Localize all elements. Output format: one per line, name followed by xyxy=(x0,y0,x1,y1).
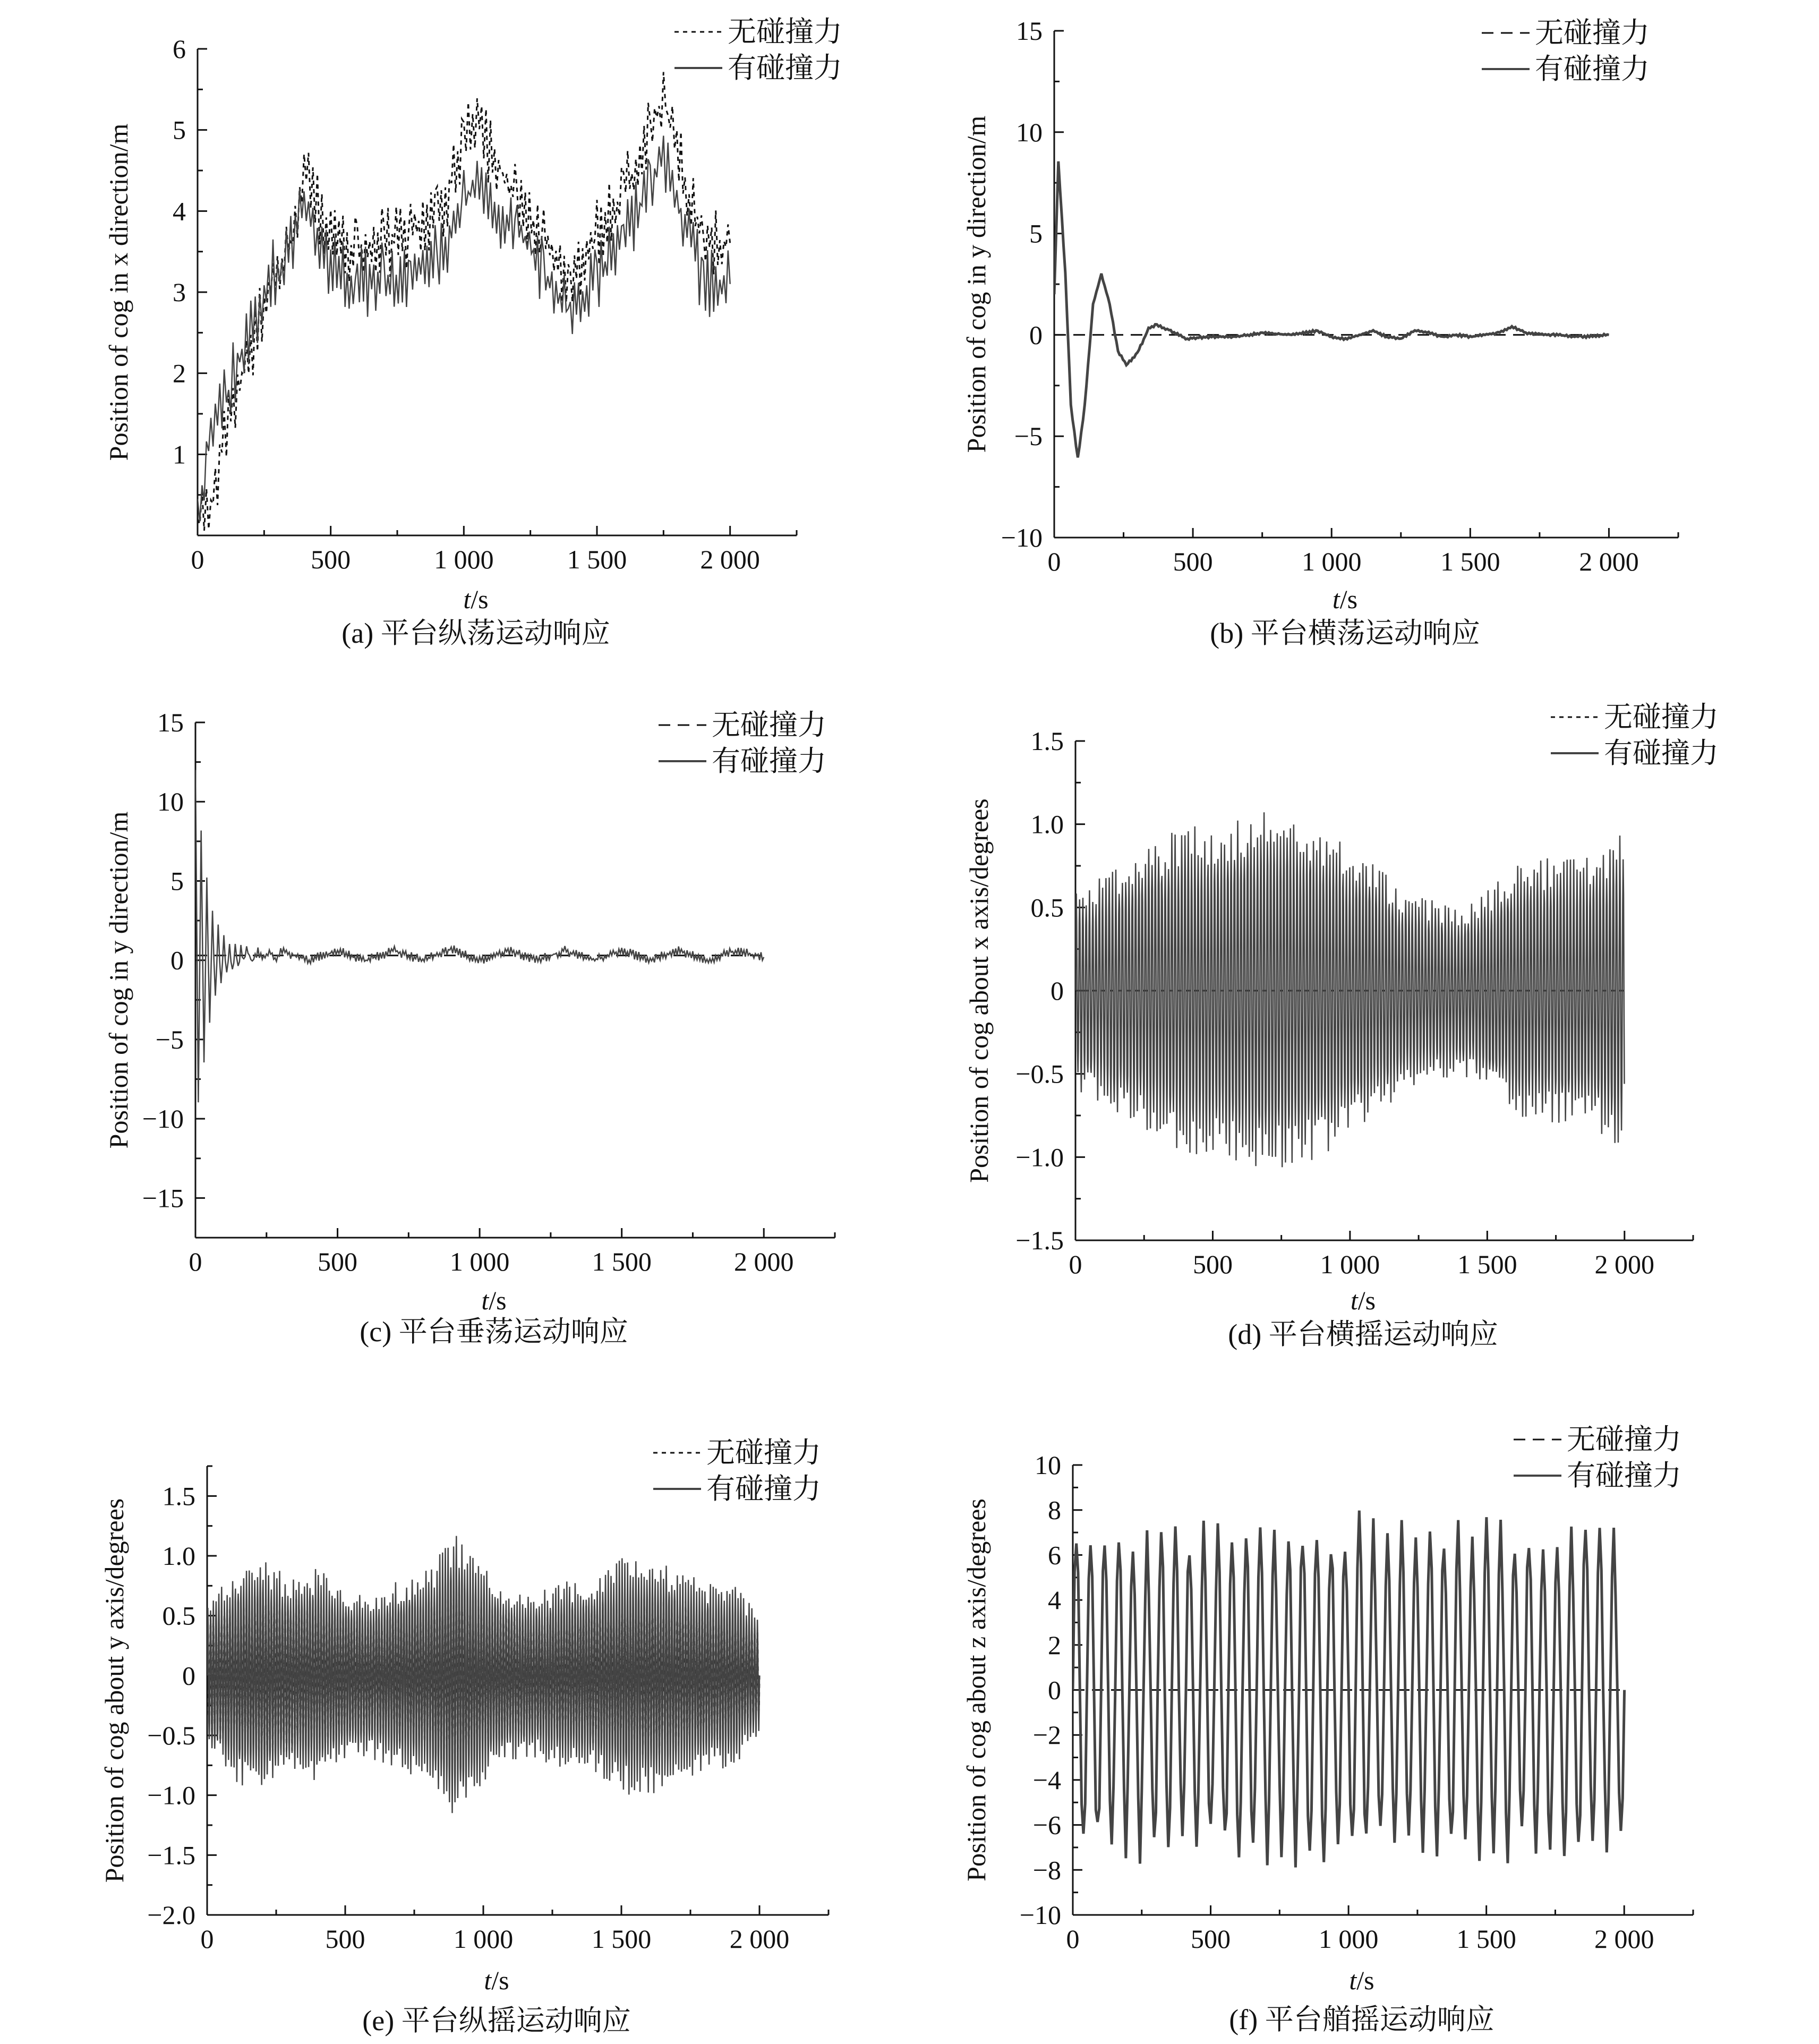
x-tick-label: 2 000 xyxy=(1594,1924,1654,1954)
legend-entry: 有碰撞力 xyxy=(1567,1460,1681,1492)
y-tick-label: 0 xyxy=(170,945,184,975)
y-axis-label: Position of cog in y direction/m xyxy=(104,811,133,1149)
chart-panel-d xyxy=(964,701,1719,1350)
panel-caption: (d) 平台横摇运动响应 xyxy=(1228,1318,1498,1350)
y-tick-label: 1.5 xyxy=(162,1481,195,1511)
x-tick-label: 1 500 xyxy=(1440,547,1500,576)
x-axis-label xyxy=(463,584,488,614)
y-tick-label: 1.5 xyxy=(1030,726,1064,756)
y-tick-label: 0 xyxy=(1029,320,1043,350)
y-tick-label: 4 xyxy=(173,196,186,226)
y-tick-label: −10 xyxy=(142,1104,184,1134)
x-axis-label-unit: /s xyxy=(491,1965,509,1995)
legend-entry: 有碰撞力 xyxy=(1604,737,1719,769)
x-tick-label: 0 xyxy=(1066,1924,1080,1954)
x-tick-label: 0 xyxy=(189,1247,202,1276)
y-axis-label: Position of cog about x axis/degrees xyxy=(964,798,994,1183)
x-axis-label-unit: /s xyxy=(1339,584,1358,614)
panel-caption: (f) 平台艏摇运动响应 xyxy=(1229,2004,1495,2036)
legend-entry: 无碰撞力 xyxy=(728,16,842,48)
series-line-2 xyxy=(195,770,764,1103)
y-tick-label: −2 xyxy=(1032,1720,1061,1750)
y-tick-label: −1.5 xyxy=(147,1840,195,1870)
x-tick-label: 2 000 xyxy=(1579,547,1639,576)
y-tick-label: 3 xyxy=(173,277,186,307)
x-axis-label-unit: /s xyxy=(471,584,489,614)
y-tick-label: −8 xyxy=(1032,1855,1061,1885)
y-tick-label: −1.0 xyxy=(1015,1142,1064,1172)
x-tick-label: 2 000 xyxy=(1594,1249,1655,1279)
y-tick-label: 6 xyxy=(1048,1540,1061,1570)
y-tick-label: 2 xyxy=(173,358,186,388)
y-axis-label: Position of cog about y axis/degrees xyxy=(99,1498,129,1883)
x-tick-label: 500 xyxy=(1173,547,1213,576)
x-axis-label-var: t xyxy=(481,1285,489,1315)
x-axis-label-unit: /s xyxy=(1356,1965,1374,1995)
y-tick-label: −2.0 xyxy=(147,1900,195,1930)
y-tick-label: 1.0 xyxy=(1030,809,1064,839)
x-tick-label: 2 000 xyxy=(700,544,760,574)
x-tick-label: 500 xyxy=(1191,1924,1231,1954)
x-tick-label: 0 xyxy=(191,544,204,574)
x-tick-label: 1 000 xyxy=(1320,1249,1380,1279)
y-tick-label: 0 xyxy=(1051,976,1064,1006)
x-axis-label-var: t xyxy=(1332,584,1340,614)
x-axis-label xyxy=(481,1285,506,1315)
legend-entry: 有碰撞力 xyxy=(706,1473,821,1505)
series-line-2 xyxy=(1054,161,1609,458)
y-tick-label: 10 xyxy=(157,787,184,817)
y-tick-label: 15 xyxy=(157,708,184,737)
x-axis-label-var: t xyxy=(1350,1285,1358,1315)
y-tick-label: −4 xyxy=(1032,1765,1061,1795)
panel-caption: (e) 平台纵摇运动响应 xyxy=(362,2005,631,2037)
y-axis-label: Position of cog in x direction/m xyxy=(104,123,133,461)
x-axis-label-unit: /s xyxy=(1357,1285,1376,1315)
chart-panel-f xyxy=(961,1424,1693,2036)
x-axis-label xyxy=(1349,1965,1374,1995)
y-tick-label: −1.5 xyxy=(1015,1225,1064,1255)
y-tick-label: 15 xyxy=(1016,16,1043,46)
series-line-1 xyxy=(198,72,730,531)
x-tick-label: 1 500 xyxy=(567,544,627,574)
x-tick-label: 1 000 xyxy=(453,1924,514,1954)
panel-caption: (c) 平台垂荡运动响应 xyxy=(360,1316,628,1348)
x-tick-label: 500 xyxy=(1192,1249,1233,1279)
legend-entry: 无碰撞力 xyxy=(1535,17,1650,49)
chart-panel-a xyxy=(104,16,842,649)
y-tick-label: −6 xyxy=(1032,1810,1061,1840)
x-tick-label: 1 000 xyxy=(1318,1924,1379,1954)
x-axis-label xyxy=(1351,1285,1376,1315)
x-tick-label: 1 500 xyxy=(592,1247,652,1276)
legend-entry: 有碰撞力 xyxy=(1535,53,1650,85)
legend-entry: 无碰撞力 xyxy=(1567,1424,1681,1455)
x-tick-label: 0 xyxy=(1047,547,1061,576)
y-axis-label: Position of cog about z axis/degrees xyxy=(961,1498,991,1881)
series-line-2 xyxy=(207,1536,759,1813)
x-tick-label: 500 xyxy=(318,1247,358,1276)
y-tick-label: 5 xyxy=(1029,218,1043,249)
series-line-2 xyxy=(1075,812,1625,1167)
y-tick-label: 5 xyxy=(173,115,186,145)
x-axis-label-var: t xyxy=(1349,1965,1357,1995)
plots-group xyxy=(99,16,1719,2037)
chart-panel-e xyxy=(99,1437,829,2037)
y-tick-label: −15 xyxy=(142,1183,184,1213)
y-tick-label: 2 xyxy=(1048,1630,1061,1660)
y-tick-label: −10 xyxy=(1019,1900,1061,1930)
x-tick-label: 2 000 xyxy=(733,1247,794,1276)
x-tick-label: 1 500 xyxy=(1456,1924,1516,1954)
y-tick-label: 4 xyxy=(1048,1585,1061,1615)
x-axis-label xyxy=(484,1965,509,1995)
chart-panel-c xyxy=(104,708,835,1348)
x-tick-label: 2 000 xyxy=(729,1924,790,1954)
y-axis-label: Position of cog in y direction/m xyxy=(961,115,991,453)
y-tick-label: −5 xyxy=(155,1024,184,1054)
x-tick-label: 1 500 xyxy=(591,1924,652,1954)
x-tick-label: 500 xyxy=(311,544,351,574)
x-tick-label: 1 000 xyxy=(1301,547,1362,576)
series-line-2 xyxy=(1073,1511,1625,1868)
y-tick-label: −10 xyxy=(1001,523,1043,552)
x-tick-label: 1 000 xyxy=(449,1247,510,1276)
x-tick-label: 1 000 xyxy=(434,544,494,574)
y-tick-label: −0.5 xyxy=(1015,1059,1064,1089)
y-tick-label: 6 xyxy=(173,34,186,64)
x-tick-label: 1 500 xyxy=(1457,1249,1517,1279)
y-tick-label: 10 xyxy=(1016,117,1043,147)
legend-entry: 无碰撞力 xyxy=(712,709,826,741)
panel-caption: (b) 平台横荡运动响应 xyxy=(1210,617,1480,649)
chart-panel-b xyxy=(961,16,1678,649)
y-tick-label: 8 xyxy=(1048,1495,1061,1525)
legend-entry: 无碰撞力 xyxy=(706,1437,821,1469)
y-tick-label: −1.0 xyxy=(147,1780,195,1810)
panel-caption: (a) 平台纵荡运动响应 xyxy=(341,617,610,649)
x-tick-label: 500 xyxy=(325,1924,365,1954)
y-tick-label: 0 xyxy=(1048,1675,1061,1705)
y-tick-label: 0 xyxy=(182,1660,195,1691)
x-axis-label xyxy=(1333,584,1357,614)
y-tick-label: 1.0 xyxy=(162,1541,195,1571)
y-tick-label: −5 xyxy=(1014,421,1043,452)
series-line-2 xyxy=(198,136,730,522)
y-tick-label: 5 xyxy=(170,866,184,896)
y-tick-label: 1 xyxy=(173,439,186,470)
y-tick-label: 10 xyxy=(1035,1450,1061,1480)
x-axis-label-unit: /s xyxy=(489,1285,507,1315)
legend-entry: 无碰撞力 xyxy=(1604,701,1719,733)
y-tick-label: −0.5 xyxy=(147,1721,195,1750)
y-tick-label: 0.5 xyxy=(1030,892,1064,923)
y-tick-label: 0.5 xyxy=(162,1600,195,1631)
x-tick-label: 0 xyxy=(1069,1249,1082,1279)
x-axis-label-var: t xyxy=(484,1965,492,1995)
x-tick-label: 0 xyxy=(200,1924,214,1954)
legend-entry: 有碰撞力 xyxy=(728,52,842,84)
x-axis-label-var: t xyxy=(463,584,471,614)
legend-entry: 有碰撞力 xyxy=(712,745,826,777)
